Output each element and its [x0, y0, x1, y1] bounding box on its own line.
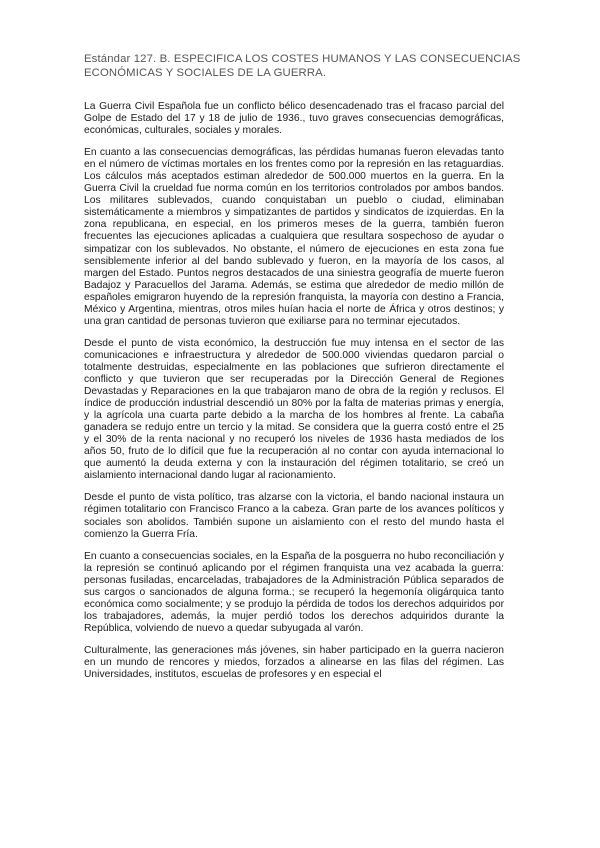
page-heading: Estándar 127. B. ESPECIFICA LOS COSTES HUMANOS Y LAS CONSECUENCIAS ECONÓMICAS Y SOCIALES DE LA GUERRA. [84, 53, 521, 79]
document-body [84, 101, 504, 681]
paragraph-economic: Desde el punto de vista económico, la destrucción fue muy intensa en el sector de las comunicaciones e infraestructura y alrededor de 500.000 viviendas quedaron parcial o totalmente destruidas, especialmente en las poblaciones que sufrieron directamente el conflicto y que tuvieron que ser recuperadas por la Dirección General de Regiones Devastadas y Reparaciones en la que trabajaron mano de obra de la región y reclusos. El índice de producción industrial descendió un 80% por la falta de materias primas y energía, y la agrícola una cuarta parte debido a la marcha de los hombres al frente. La cabaña ganadera se redujo entre un tercio y la mitad. Se considera que la guerra costó entre el 25 y el 30% de la renta nacional y no recuperó los niveles de 1936 hasta mediados de los años 50, fruto de lo difícil que fue la recuperación al no contar con ayuda internacional lo que aumentó la deuda externa y con la instauración del régimen totalitario, se creó un aislamiento internacional dando lugar al racionamiento. [84, 337, 504, 482]
paragraph-cultural: Culturalmente, las generaciones más jóvenes, sin haber participado en la guerra nacieron en un mundo de rencores y miedos, forzados a alinearse en las filas del régimen. Las Universidades, institutos, escuelas de profesores y en especial el [84, 644, 504, 681]
paragraph-demographic: En cuanto a las consecuencias demográficas, las pérdidas humanas fueron elevadas tanto en el número de víctimas mortales en los frentes como por la represión en las retaguardias. Los cálculos más aceptados estiman alrededor de 500.000 muertos en la guerra. En la Guerra Civil la crueldad fue norma común en los territorios controlados por ambos bandos. Los militares sublevados, cuando conquistaban un pueblo o ciudad, eliminaban sistemáticamente a miembros y simpatizantes de partidos y sindicatos de izquierdas. En la zona republicana, en especial, en los primeros meses de la guerra, también fueron frecuentes las ejecuciones aplicadas a cualquiera que resultara sospechoso de ayudar o simpatizar con los sublevados. No obstante, el número de ejecuciones en esta zona fue sensiblemente inferior al del bando sublevado y fueron, en la mayoría de los casos, al margen del Estado. Puntos negros destacados de una siniestra geografía de muerte fueron Badajoz y Paracuellos del Jarama. Además, se estima que alrededor de medio millón de españoles emigraron huyendo de la represión franquista, la mayoría con destino a Francia, México y Argentina, mientras, otros miles huían hacia el norte de África y otros destinos; y una gran cantidad de personas tuvieron que exiliarse para no terminar ejecutados. [84, 147, 504, 327]
paragraph-introduction: La Guerra Civil Española fue un conflicto bélico desencadenado tras el fracaso parcial del Golpe de Estado del 17 y 18 de julio de 1936., tuvo graves consecuencias demográficas, económicas, culturales, sociales y morales. [84, 101, 504, 137]
paragraph-political: Desde el punto de vista político, tras alzarse con la victoria, el bando nacional instaura un régimen totalitario con Francisco Franco a la cabeza. Gran parte de los avances políticos y sociales son abolidos. También supone un aislamiento con el resto del mundo hasta el comienzo la Guerra Fría. [84, 492, 504, 540]
paragraph-social: En cuanto a consecuencias sociales, en la España de la posguerra no hubo reconciliación y la represión se continuó aplicando por el régimen franquista una vez acabada la guerra: personas fusiladas, encarceladas, trabajadores de la Administración Pública separados de sus cargos o sancionados de alguna forma.; se recuperó la hegemonía oligárquica tanto económica como socialmente; y se produjo la pérdida de todos los derechos adquiridos por los trabajadores, además, la mujer perdió todos los derechos adquiridos durante la República, volviendo de nuevo a quedar subyugada al varón. [84, 550, 504, 634]
